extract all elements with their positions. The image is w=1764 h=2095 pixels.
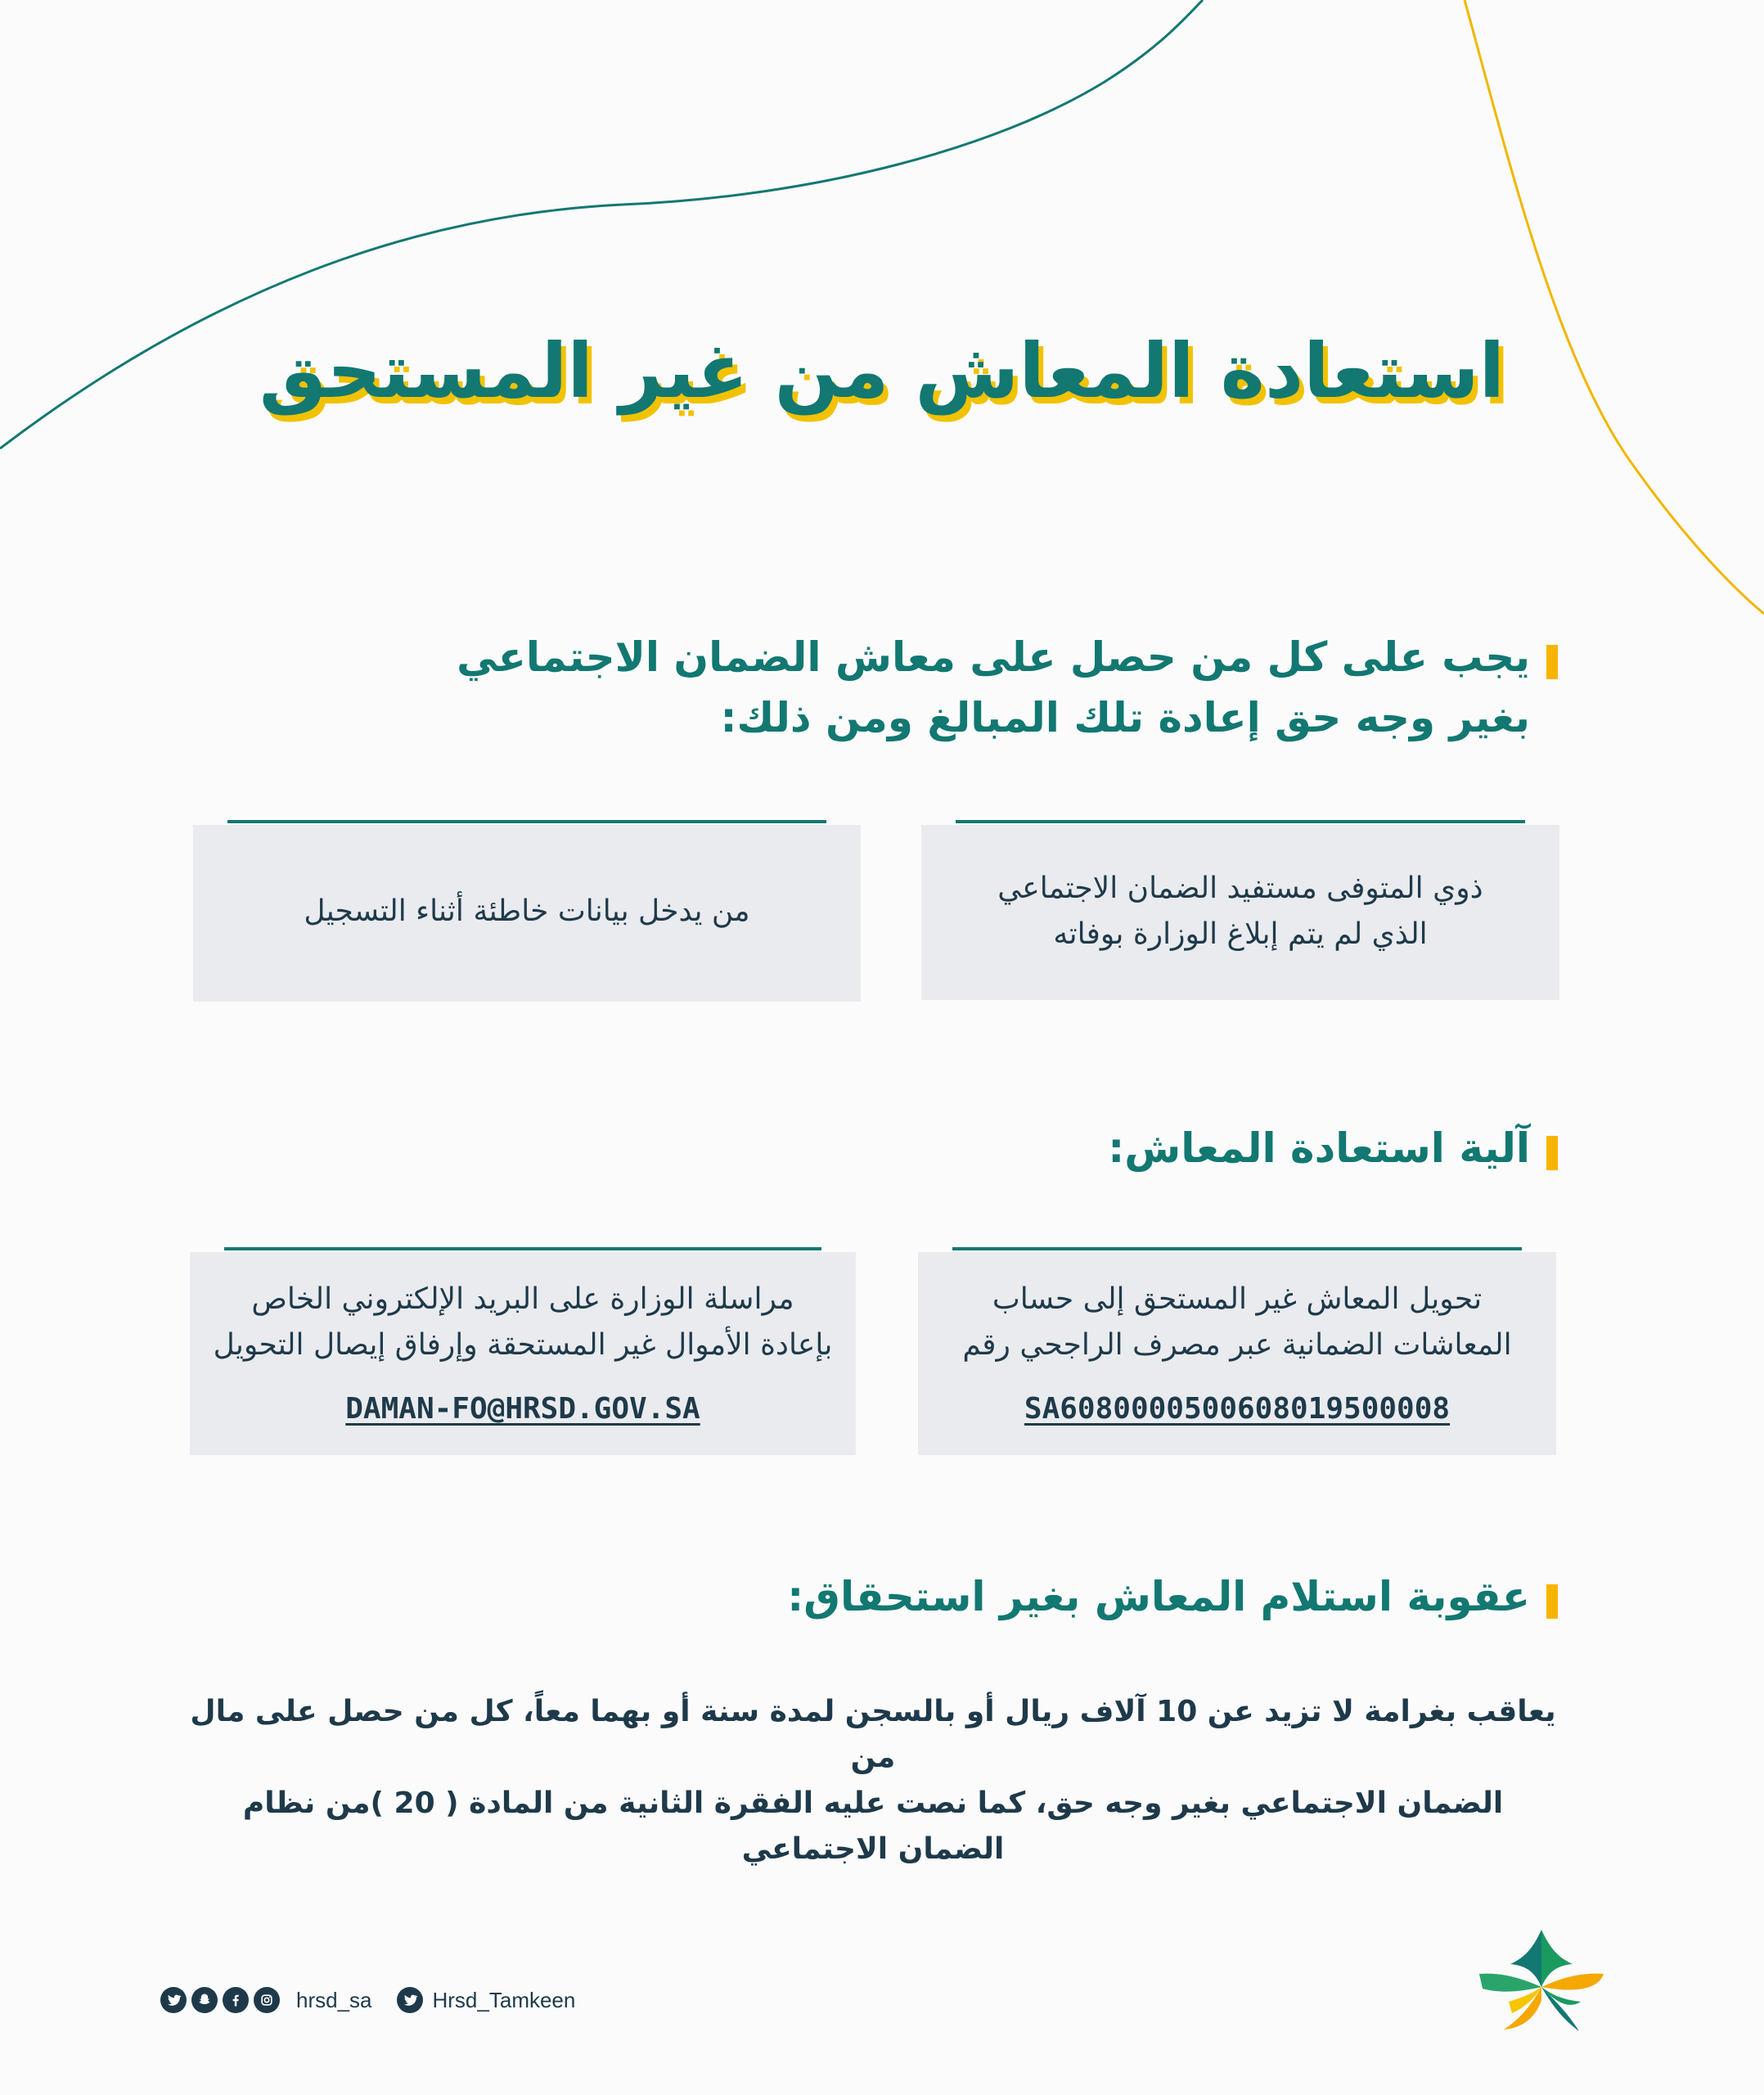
ministry-logo [1476,1923,1607,2038]
mechanism-card-email [190,1252,856,1455]
twitter-icon-tamkeen[interactable] [397,1987,423,2013]
card-top-rule [227,820,826,823]
card-top-rule [956,820,1525,823]
intro-heading [457,627,1558,748]
heading-marker [1546,1136,1558,1170]
mechanism-heading [1108,1118,1558,1178]
social-footer [160,1982,600,2018]
case-card-wrong-data [193,825,861,1002]
case-deceased-line-1: ذوي المتوفى مستفيد الضمان الاجتماعي [997,872,1483,905]
iban-link[interactable]: SA6080000500608019500008 [1024,1392,1451,1426]
email-line-1: مراسلة الوزارة على البريد الإلكتروني الخاص [251,1282,794,1316]
card-top-rule [952,1247,1522,1250]
handle-tamkeen[interactable]: Hrsd_Tamkeen [432,1987,576,2012]
penalty-line-2: الضمان الاجتماعي بغير وجه حق، كما نصت عليه الفقرة الثانية من المادة ( 20 )من نظام الضمان الاجتماعي [242,1786,1504,1866]
intro-line-2: بغير وجه حق إعادة تلك المبالغ ومن ذلك: [720,694,1530,741]
mechanism-card-bank [918,1252,1556,1455]
penalty-line-1: يعاقب بغرامة لا تزيد عن 10 آلاف ريال أو بالسجن لمدة سنة أو بهما معاً، كل من حصل على مال من [190,1695,1556,1774]
gold-curve [1465,0,1764,614]
page-title: استعادة المعاش من غير المستحق [259,327,1505,415]
mechanism-heading-text: آلية استعادة المعاش: [1108,1124,1530,1172]
instagram-icon[interactable] [254,1987,280,2013]
case-deceased-line-2: الذي لم يتم إبلاغ الوزارة بوفاته [1053,917,1428,951]
card-top-rule [224,1247,821,1250]
intro-line-1: يجب على كل من حصل على معاش الضمان الاجتماعي [457,633,1530,681]
snapchat-icon[interactable] [191,1987,218,2013]
bank-line-2: المعاشات الضمانية عبر مصرف الراجحي رقم [962,1328,1512,1362]
heading-marker [1546,645,1558,679]
email-link[interactable]: DAMAN-FO@HRSD.GOV.SA [345,1392,700,1426]
case-wrong-data-line-1: من يدخل بيانات خاطئة أثناء التسجيل [304,894,750,928]
twitter-icon[interactable] [160,1987,187,2013]
heading-marker [1546,1584,1558,1619]
email-line-2: بإعادة الأموال غير المستحقة وإرفاق إيصال التحويل [213,1328,833,1362]
handle-main[interactable]: hrsd_sa [296,1987,372,2012]
penalty-text [188,1689,1558,1872]
penalty-heading-text: عقوبة استلام المعاش بغير استحقاق: [787,1573,1530,1620]
bank-line-1: تحويل المعاش غير المستحق إلى حساب [992,1282,1483,1316]
penalty-heading [787,1566,1558,1627]
case-card-deceased [921,825,1559,1000]
facebook-icon[interactable] [223,1987,249,2013]
